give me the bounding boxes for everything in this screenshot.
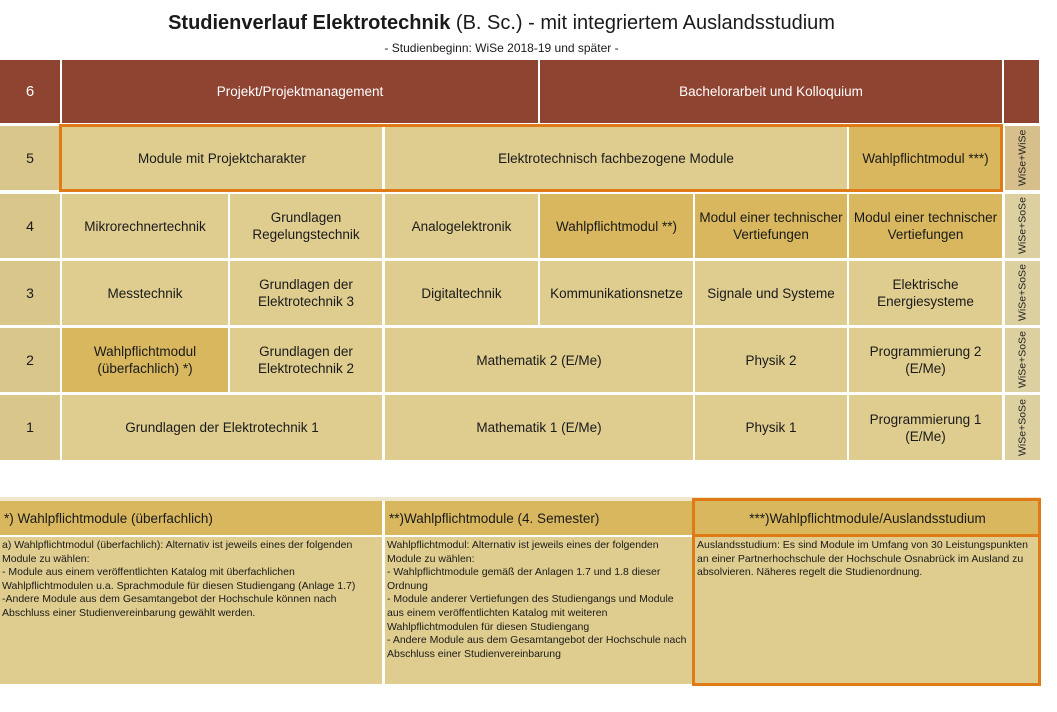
semester-number-1: 1 [0,395,60,460]
module-elektrotechnik-1: Grundlagen der Elektrotechnik 1 [62,395,382,460]
module-vertiefung-2: Modul einer technischer Vertiefungen [849,194,1002,258]
semester-number-6: 6 [0,60,60,123]
module-projektcharakter: Module mit Projektcharakter [62,126,382,190]
module-programmierung-2: Programmierung 2 (E/Me) [849,328,1002,392]
page-title [0,12,1003,35]
note-line: -Andere Module aus dem Gesamtangebot der Hochschule können nach Abschluss einer Studienvereinbarung gewählt werden. [2,593,337,619]
term-label-2: WiSe+SoSe [1005,328,1040,392]
semester-number-2: 2 [0,328,60,392]
term-label-5: WiSe+WiSe [1005,126,1040,190]
term-label-4: WiSe+SoSe [1005,194,1040,258]
note-heading-ueberfachlich: *) Wahlpflichtmodule (überfachlich) [0,501,382,535]
semester-number-3: 3 [0,261,60,325]
module-programmierung-1: Programmierung 1 (E/Me) [849,395,1002,460]
module-fachbezogene: Elektrotechnisch fachbezogene Module [385,126,847,190]
highlight-auslandsstudium [692,498,1041,686]
module-mathematik-1: Mathematik 1 (E/Me) [385,395,693,460]
note-body-semester-4 [385,537,693,684]
highlight-semester-5 [59,124,1003,192]
term-label-1: WiSe+SoSe [1005,395,1040,460]
module-signale-systeme: Signale und Systeme [695,261,847,325]
module-wahlpflicht-5: Wahlpflichtmodul ***) [849,126,1002,190]
semester-number-5: 5 [0,126,60,190]
page-subtitle: - Studienbeginn: WiSe 2018-19 und später - [384,41,619,55]
module-projektmanagement: Projekt/Projektmanagement [62,60,538,123]
module-regelungstechnik: Grundlagen Regelungstechnik [230,194,382,258]
note-line: - Andere Module aus dem Gesamtangebot der Hochschule nach Abschluss einer Studienvereinbarung [387,634,687,660]
note-line: a) Wahlpflichtmodul (überfachlich): Alternativ ist jeweils eines der folgenden Module zu wählen: [2,539,353,565]
module-analogelektronik: Analogelektronik [385,194,538,258]
module-vertiefung-1: Modul einer technischer Vertiefungen [695,194,847,258]
module-bachelorarbeit: Bachelorarbeit und Kolloquium [540,60,1002,123]
module-physik-2: Physik 2 [695,328,847,392]
module-digitaltechnik: Digitaltechnik [385,261,538,325]
module-energiesysteme: Elektrische Energiesysteme [849,261,1002,325]
module-elektrotechnik-3: Grundlagen der Elektrotechnik 3 [230,261,382,325]
title-bold: Studienverlauf Elektrotechnik [168,12,451,34]
note-body-ueberfachlich [0,537,382,684]
highlight-divider [693,534,1040,537]
note-line: - Module anderer Vertiefungen des Studiengangs und Module aus einem veröffentlichten Katalog mit weiteren Wahlpflichtmodulen für diesen Studiengang [387,593,674,633]
module-physik-1: Physik 1 [695,395,847,460]
term-label-3: WiSe+SoSe [1005,261,1040,325]
note-line: Wahlpflichtmodul: Alternativ ist jeweils eines der folgenden Module zu wählen: [387,539,659,565]
note-line: Auslandsstudium: Es sind Module im Umfang von 30 Leistungspunkten an einer Partnerhochschule der Hochschule Osnabrück im Ausland zu absolvieren. Näheres regelt die Studienordnung. [697,539,1028,579]
module-mathematik-2: Mathematik 2 (E/Me) [385,328,693,392]
module-messtechnik: Messtechnik [62,261,228,325]
module-wahlpflicht-4: Wahlpflichtmodul **) [540,194,693,258]
note-line: - Module aus einem veröffentlichten Katalog mit überfachlichen Wahlpflichtmodulen u.a. Sprachmodule für diesen Studiengang (Anlage 1.7) [2,566,356,592]
semester-number-4: 4 [0,194,60,258]
note-heading-semester-4: **)Wahlpflichtmodule (4. Semester) [385,501,693,535]
term-label-6 [1004,60,1039,123]
module-elektrotechnik-2: Grundlagen der Elektrotechnik 2 [230,328,382,392]
title-rest: (B. Sc.) - mit integriertem Auslandsstudium [450,12,835,34]
note-heading-auslandsstudium: ***)Wahlpflichtmodule/Auslandsstudium [695,501,1040,535]
module-wahlpflicht-ueberfachlich: Wahlpflichtmodul (überfachlich) *) [62,328,228,392]
note-line: - Wahlpflichtmodule gemäß der Anlagen 1.7 und 1.8 dieser Ordnung [387,566,661,592]
module-kommunikationsnetze: Kommunikationsnetze [540,261,693,325]
module-mikrorechnertechnik: Mikrorechnertechnik [62,194,228,258]
